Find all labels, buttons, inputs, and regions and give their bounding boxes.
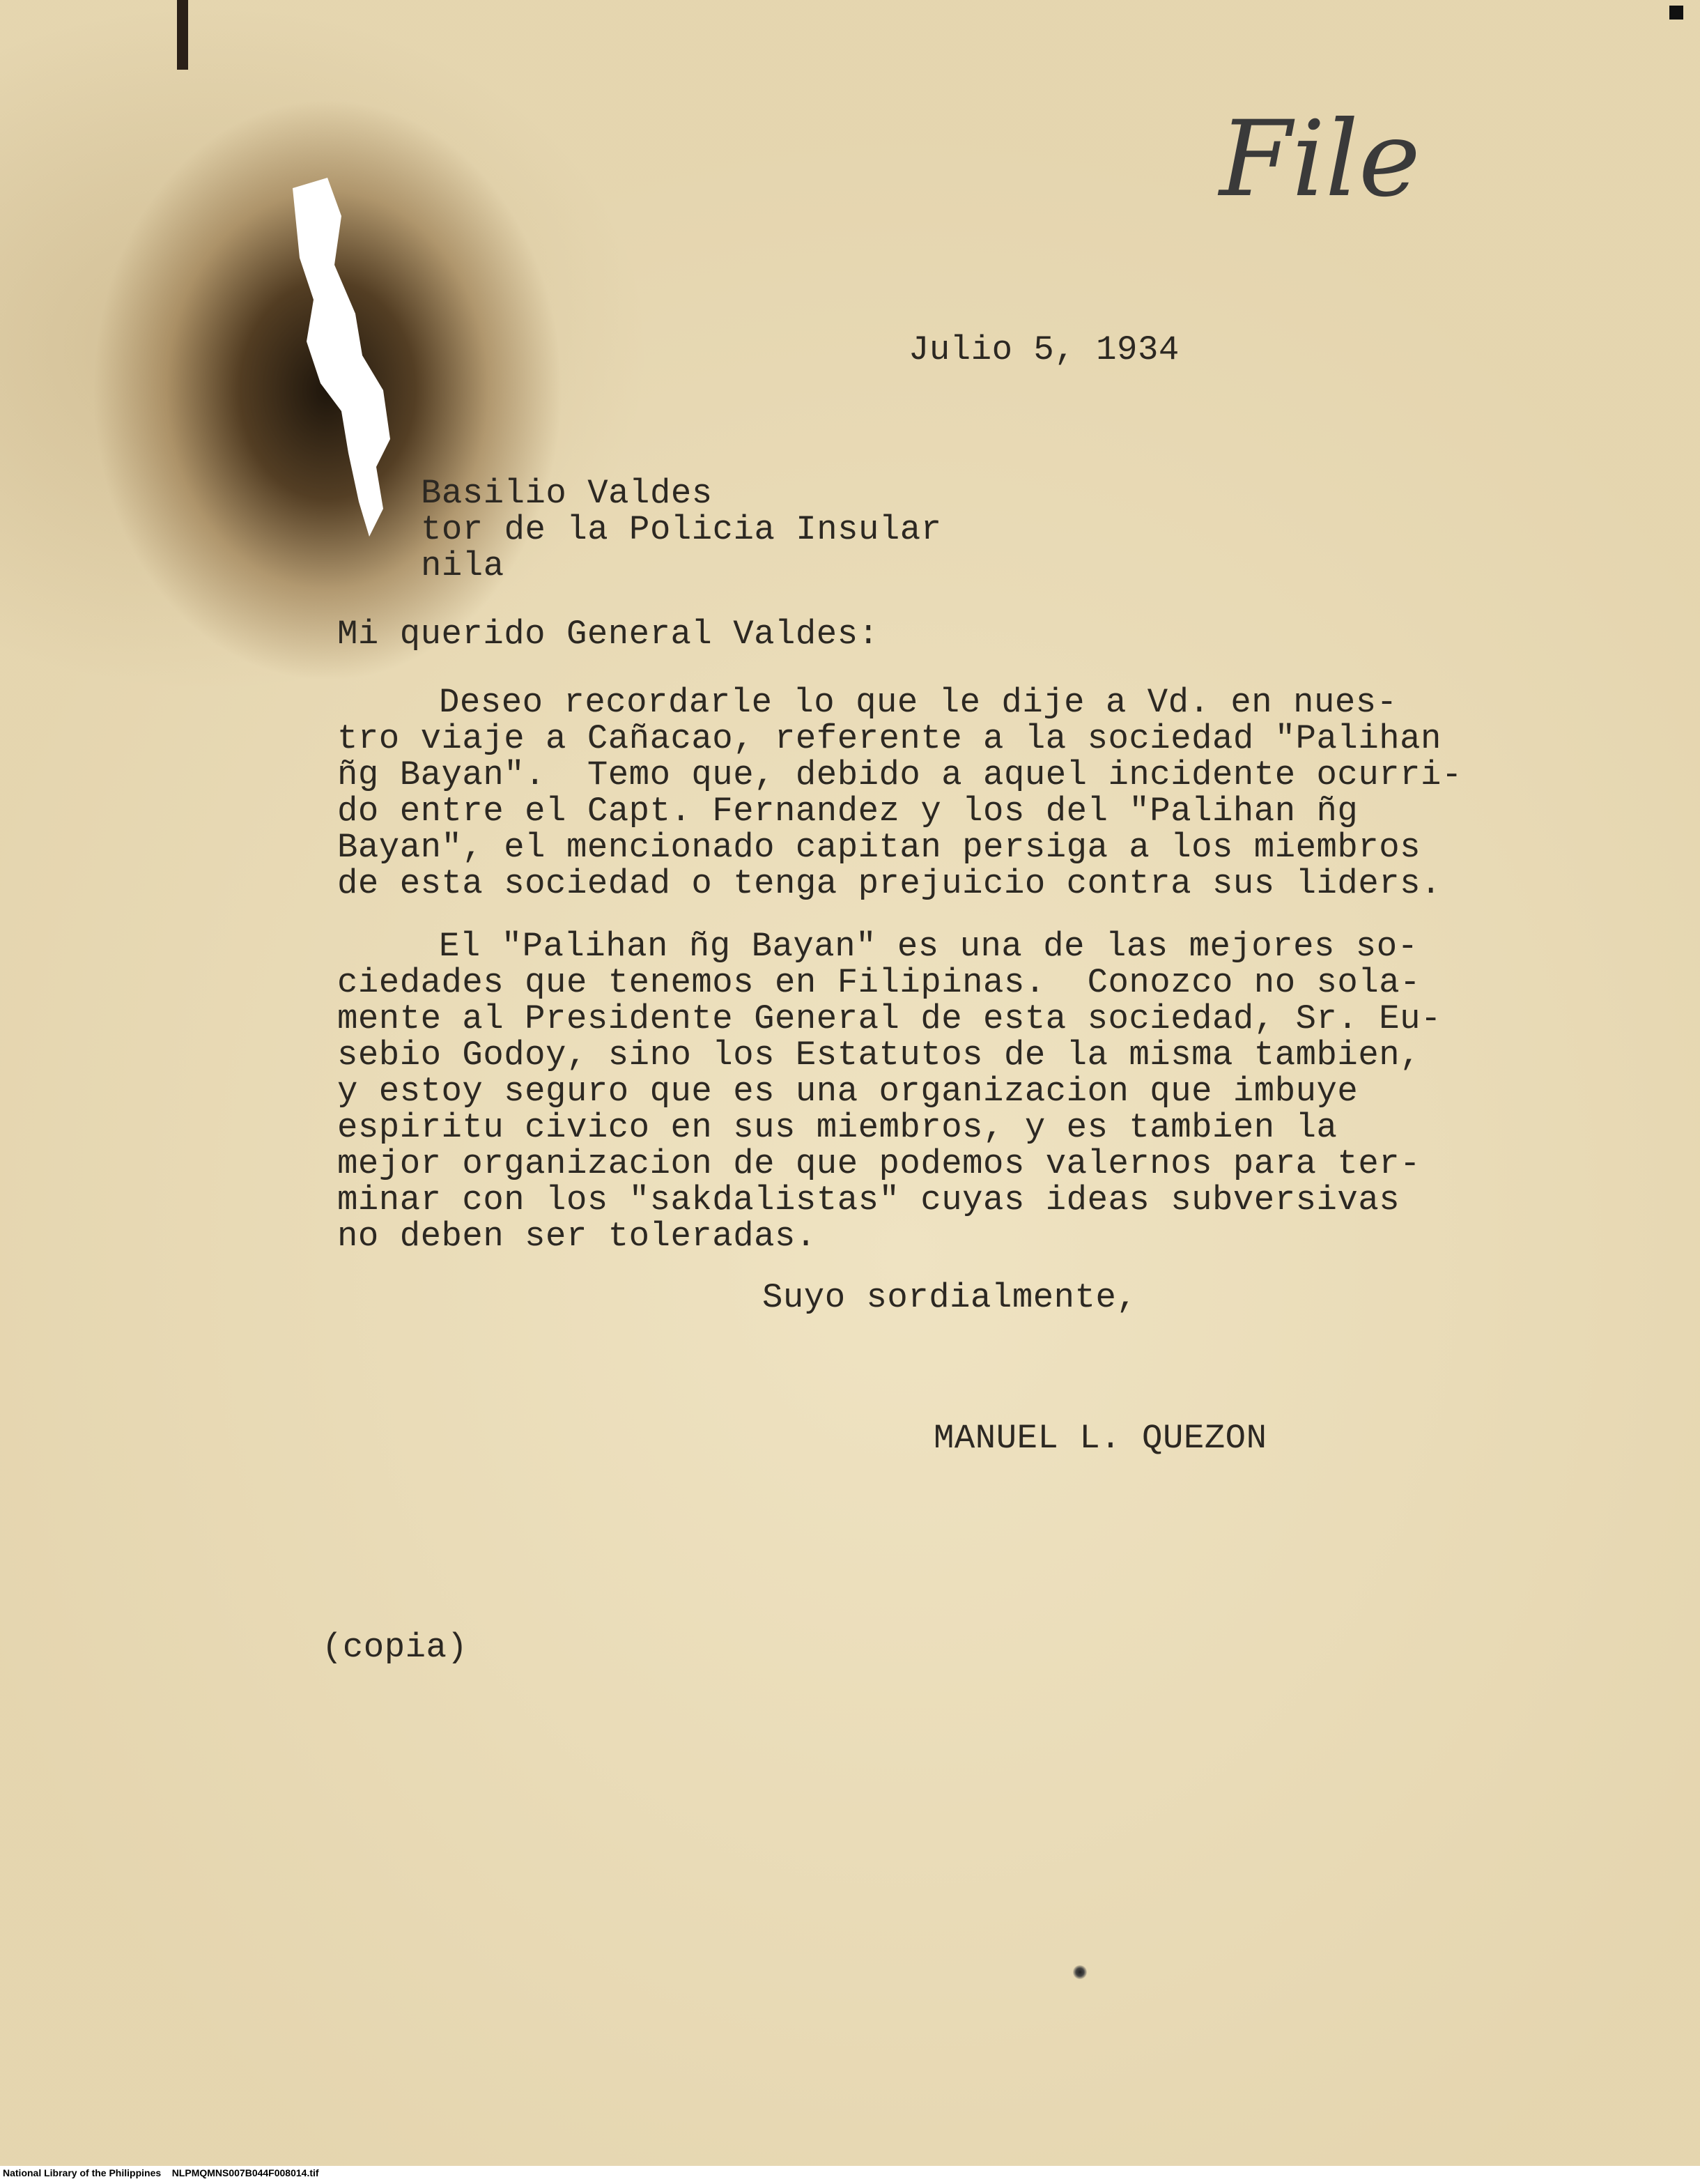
paragraph-line: Bayan", el mencionado capitan persiga a los miembros	[337, 828, 1421, 867]
letter-date: Julio 5, 1934	[909, 330, 1180, 369]
paragraph-line: ñg Bayan". Temo que, debido a aquel incidente ocurri-	[337, 755, 1462, 794]
paragraph-line: ciedades que tenemos en Filipinas. Conozco no sola-	[337, 963, 1421, 1002]
handwritten-note	[1205, 91, 1442, 244]
paragraph-line: mejor organizacion de que podemos valernos para ter-	[337, 1144, 1421, 1183]
address-line: nila	[421, 546, 504, 585]
address-line: tor de la Policia Insular	[421, 510, 942, 549]
burn-hole	[279, 174, 404, 564]
paragraph-line: do entre el Capt. Fernandez y los del "Palihan ñg	[337, 792, 1359, 831]
paragraph-line: espiritu civico en sus miembros, y es tambien la	[337, 1108, 1338, 1147]
paragraph-line: Deseo recordarle lo que le dije a Vd. en nues-	[439, 683, 1398, 722]
signature: MANUEL L. QUEZON	[934, 1419, 1267, 1458]
footer-caption: National Library of the Philippines NLPMQMNS007B044F008014.tif	[3, 2167, 319, 2178]
paragraph-line: no deben ser toleradas.	[337, 1217, 817, 1256]
handwritten-note-text: File	[1219, 99, 1421, 220]
address-line: Basilio Valdes	[421, 474, 713, 513]
paper-spot	[1073, 1965, 1087, 1979]
scan-edge-mark	[177, 0, 188, 70]
closing: Suyo sordialmente,	[762, 1278, 1138, 1317]
corner-mark	[1669, 6, 1683, 20]
paragraph-line: sebio Godoy, sino los Estatutos de la misma tambien,	[337, 1036, 1421, 1075]
paragraph-line: y estoy seguro que es una organizacion que imbuye	[337, 1072, 1359, 1111]
paragraph-line: tro viaje a Cañacao, referente a la sociedad "Palihan	[337, 719, 1442, 758]
paragraph-line: minar con los "sakdalistas" cuyas ideas subversivas	[337, 1181, 1400, 1220]
copy-note: (copia)	[322, 1628, 468, 1667]
salutation: Mi querido General Valdes:	[337, 615, 879, 654]
paragraph-line: El "Palihan ñg Bayan" es una de las mejores so-	[439, 927, 1419, 966]
paragraph-line: de esta sociedad o tenga prejuicio contra sus liders.	[337, 864, 1442, 903]
paragraph-line: mente al Presidente General de esta sociedad, Sr. Eu-	[337, 999, 1442, 1038]
